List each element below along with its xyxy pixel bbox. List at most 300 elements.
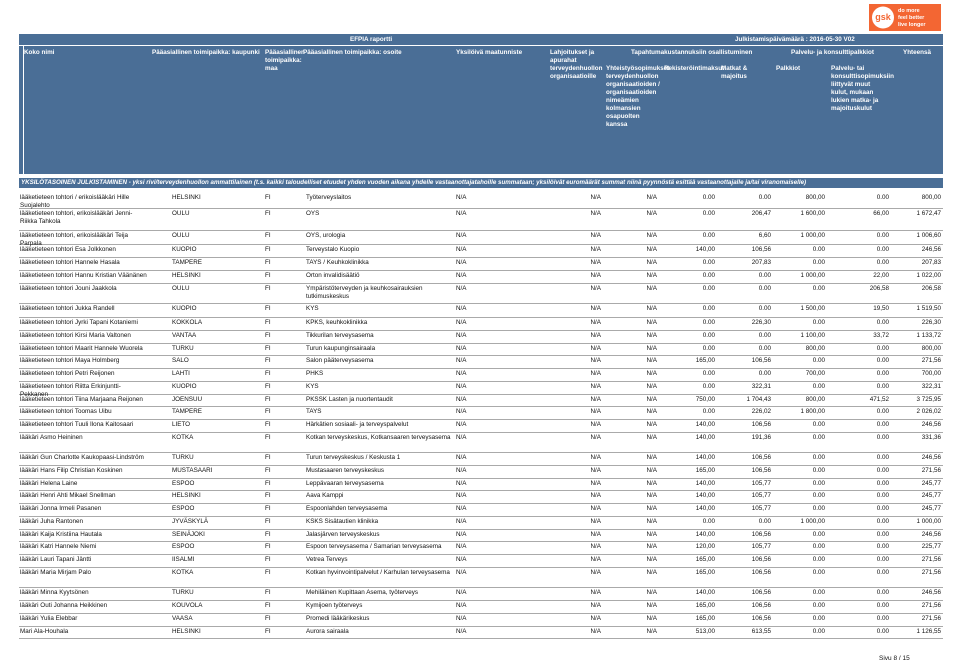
cell-reg: 140,00	[695, 531, 715, 538]
table-row	[19, 452, 943, 466]
cell-spo: N/A	[646, 531, 657, 538]
cell-spo: N/A	[646, 272, 657, 279]
cell-address: PHKS	[306, 370, 324, 377]
cell-rel: 19,50	[873, 305, 889, 312]
cell-trv: 106,56	[751, 602, 771, 609]
cell-name: lääketieteen tohtori Toomas Uibu	[20, 408, 112, 415]
cell-reg: 0.00	[702, 345, 715, 352]
cell-address: Terveystalo Kuopio	[306, 246, 360, 253]
cell-uid: N/A	[456, 602, 467, 609]
cell-trv: 106,56	[751, 569, 771, 576]
cell-name: lääkäri Katri Hannele Niemi	[20, 543, 97, 550]
cell-tot: 246,56	[921, 531, 941, 538]
cell-spo: N/A	[646, 556, 657, 563]
cell-trv: 106,56	[751, 467, 771, 474]
cell-uid: N/A	[456, 259, 467, 266]
cell-city: KOKKOLA	[172, 319, 203, 326]
cell-trv: 0.00	[758, 272, 771, 279]
cell-name: lääkäri Juha Rantonen	[20, 518, 84, 525]
cell-rel: 0.00	[876, 246, 889, 253]
cell-country: FI	[265, 602, 271, 609]
cell-spo: N/A	[646, 408, 657, 415]
cell-address: Turun kaupunginsairaala	[306, 345, 376, 352]
cell-address: Työterveyslaitos	[306, 194, 352, 201]
cell-reg: 165,00	[695, 357, 715, 364]
cell-rel: 0.00	[876, 434, 889, 441]
cell-address: Mustasaaren terveyskeskus	[306, 467, 385, 474]
cell-fee: 1 500,00	[800, 305, 825, 312]
header-h: H	[6, 83, 11, 90]
cell-country: FI	[265, 492, 271, 499]
cell-spo: N/A	[646, 210, 657, 217]
cell-fee: 0.00	[812, 454, 825, 461]
cell-fee: 0.00	[812, 602, 825, 609]
cell-address: Espoon terveysasema / Samarian terveysasema	[306, 543, 442, 550]
cell-fee: 800,00	[805, 345, 825, 352]
cell-spo: N/A	[646, 194, 657, 201]
cell-spo: N/A	[646, 259, 657, 266]
cell-spo: N/A	[646, 345, 657, 352]
cell-name: lääketieteen tohtori Jouni Jaakkola	[20, 285, 117, 292]
cell-reg: 140,00	[695, 492, 715, 499]
cell-uid: N/A	[456, 589, 467, 596]
cell-city: ESPOO	[172, 505, 195, 512]
cell-name: lääkäri Jonna Irmeli Pasanen	[20, 505, 102, 512]
table-row	[19, 257, 943, 271]
cell-city: OULU	[172, 210, 190, 217]
cell-tot: 3 725,95	[916, 396, 941, 403]
cell-country: FI	[265, 434, 271, 441]
cell-don: N/A	[590, 602, 601, 609]
cell-country: FI	[265, 556, 271, 563]
cell-reg: 0.00	[702, 319, 715, 326]
cell-uid: N/A	[456, 454, 467, 461]
cell-rel: 66,00	[873, 210, 889, 217]
cell-address: Ympäristöterveyden ja keuhkosairauksien tutkimuskeskus	[306, 285, 423, 300]
cell-fee: 0.00	[812, 628, 825, 635]
cell-fee: 0.00	[812, 434, 825, 441]
cell-address: Orton invalidisäätiö	[306, 272, 360, 279]
cell-trv: 106,56	[751, 454, 771, 461]
cell-trv: 106,56	[751, 246, 771, 253]
header-name: Koko nimi	[24, 49, 55, 56]
cell-don: N/A	[590, 246, 601, 253]
cell-fee: 0.00	[812, 569, 825, 576]
cell-address: Kymijoen työterveys	[306, 602, 363, 609]
cell-rel: 33,72	[873, 332, 889, 339]
cell-name: lääketieteen tohtori Kirsi Maria Valtonen	[20, 332, 131, 339]
cell-reg: 513,00	[695, 628, 715, 635]
cell-uid: N/A	[456, 232, 467, 239]
table-row	[19, 368, 943, 382]
cell-spo: N/A	[646, 232, 657, 239]
cell-uid: N/A	[456, 246, 467, 253]
cell-uid: N/A	[456, 492, 467, 499]
cell-reg: 120,00	[695, 543, 715, 550]
publication-date: Julkistamispäivämäärä : 2016-05-30 V02	[735, 36, 855, 43]
cell-name: lääkäri Henri Ahti Mikael Snellman	[20, 492, 116, 499]
header-total: Yhteensä	[903, 49, 931, 56]
cell-trv: 106,56	[751, 589, 771, 596]
cell-trv: 106,56	[751, 357, 771, 364]
cell-reg: 0.00	[702, 408, 715, 415]
cell-rel: 0.00	[876, 467, 889, 474]
cell-spo: N/A	[646, 569, 657, 576]
cell-address: Aava Kamppi	[306, 492, 344, 499]
cell-spo: N/A	[646, 543, 657, 550]
cell-reg: 165,00	[695, 569, 715, 576]
cell-fee: 0.00	[812, 556, 825, 563]
brand-tagline-3: live longer	[898, 22, 926, 28]
cell-reg: 165,00	[695, 615, 715, 622]
cell-don: N/A	[590, 332, 601, 339]
cell-spo: N/A	[646, 246, 657, 253]
cell-tot: 1 000,00	[916, 518, 941, 525]
cell-don: N/A	[590, 518, 601, 525]
cell-uid: N/A	[456, 285, 467, 292]
cell-don: N/A	[590, 194, 601, 201]
cell-city: HELSINKI	[172, 194, 201, 201]
cell-reg: 0.00	[702, 194, 715, 201]
cell-reg: 140,00	[695, 480, 715, 487]
cell-address: OYS, urologia	[306, 232, 346, 239]
cell-uid: N/A	[456, 383, 467, 390]
cell-uid: N/A	[456, 396, 467, 403]
cell-don: N/A	[590, 589, 601, 596]
cell-fee: 0.00	[812, 492, 825, 499]
cell-city: TURKU	[172, 454, 194, 461]
cell-tot: 1 133,72	[916, 332, 941, 339]
cell-city: JOENSUU	[172, 396, 203, 403]
table-row	[19, 406, 943, 420]
cell-address: PKSSK Lasten ja nuortentaudit	[306, 396, 393, 403]
cell-don: N/A	[590, 615, 601, 622]
cell-trv: 191,36	[751, 434, 771, 441]
cell-fee: 0.00	[812, 319, 825, 326]
cell-uid: N/A	[456, 421, 467, 428]
table-row	[19, 516, 943, 530]
table-row	[19, 283, 943, 304]
cell-city: KOTKA	[172, 569, 194, 576]
cell-rel: 0.00	[876, 543, 889, 550]
cell-rel: 0.00	[876, 454, 889, 461]
table-row	[19, 192, 943, 209]
cell-city: KOTKA	[172, 434, 194, 441]
cell-uid: N/A	[456, 305, 467, 312]
header-sponsorship: Yhteistyösopimukset terveydenhuollon organisaatioiden / organisaatioiden nimeämien kolmansien osapuolten kanssa	[606, 65, 670, 128]
cell-reg: 140,00	[695, 589, 715, 596]
cell-name: lääketieteen tohtori Tiina Marjaana Reijonen	[20, 396, 143, 403]
cell-trv: 0.00	[758, 370, 771, 377]
cell-city: VANTAA	[172, 332, 197, 339]
cell-city: SALO	[172, 357, 189, 364]
cell-uid: N/A	[456, 319, 467, 326]
cell-uid: N/A	[456, 518, 467, 525]
cell-spo: N/A	[646, 421, 657, 428]
cell-country: FI	[265, 543, 271, 550]
cell-address: Turun terveyskeskus / Keskusta 1	[306, 454, 401, 461]
cell-don: N/A	[590, 285, 601, 292]
cell-reg: 0.00	[702, 272, 715, 279]
cell-don: N/A	[590, 408, 601, 415]
cell-don: N/A	[590, 434, 601, 441]
cell-don: N/A	[590, 319, 601, 326]
header-donations: Lahjoitukset ja apurahat terveydenhuollon organisaatioille	[550, 49, 603, 80]
cell-reg: 0.00	[702, 259, 715, 266]
table-row	[19, 230, 943, 245]
cell-country: FI	[265, 285, 271, 292]
cell-rel: 0.00	[876, 370, 889, 377]
cell-address: Promedi lääkärikeskus	[306, 615, 370, 622]
cell-spo: N/A	[646, 589, 657, 596]
cell-uid: N/A	[456, 408, 467, 415]
cell-country: FI	[265, 615, 271, 622]
cell-fee: 0.00	[812, 589, 825, 596]
cell-country: FI	[265, 589, 271, 596]
cell-rel: 0.00	[876, 615, 889, 622]
cell-fee: 0.00	[812, 615, 825, 622]
header-travel: Matkat & majoitus	[721, 65, 748, 80]
cell-address: KPKS, keuhkoklinikka	[306, 319, 368, 326]
cell-tot: 271,56	[921, 615, 941, 622]
cell-don: N/A	[590, 259, 601, 266]
cell-fee: 0.00	[812, 246, 825, 253]
cell-tot: 271,56	[921, 569, 941, 576]
cell-tot: 246,56	[921, 246, 941, 253]
cell-reg: 140,00	[695, 421, 715, 428]
cell-don: N/A	[590, 492, 601, 499]
gsk-logo	[869, 4, 941, 31]
cell-country: FI	[265, 518, 271, 525]
cell-don: N/A	[590, 370, 601, 377]
cell-country: FI	[265, 357, 271, 364]
cell-name: lääkäri Outi Johanna Heikkinen	[20, 602, 108, 609]
cell-address: Espoonlahden terveysasema	[306, 505, 388, 512]
header-related: Palvelu- tai konsulttisopimuksiin liittyvät muut kulut, mukaan lukien matka- ja majoituskulut	[831, 65, 894, 112]
cell-city: TURKU	[172, 345, 194, 352]
table-row	[19, 244, 943, 258]
cell-fee: 0.00	[812, 357, 825, 364]
cell-fee: 800,00	[805, 396, 825, 403]
header-c: C	[6, 95, 11, 102]
cell-name: lääketieteen tohtori Maya Holmberg	[20, 357, 120, 364]
cell-reg: 140,00	[695, 454, 715, 461]
cell-spo: N/A	[646, 454, 657, 461]
page-number: Sivu 8 / 15	[879, 655, 910, 662]
table-row	[19, 317, 943, 331]
cell-fee: 0.00	[812, 259, 825, 266]
cell-city: LIETO	[172, 421, 191, 428]
cell-trv: 106,56	[751, 615, 771, 622]
cell-tot: 800,00	[921, 345, 941, 352]
cell-spo: N/A	[646, 305, 657, 312]
cell-name: lääketieteen tohtori Petri Reijonen	[20, 370, 115, 377]
cell-spo: N/A	[646, 628, 657, 635]
cell-don: N/A	[590, 232, 601, 239]
cell-country: FI	[265, 480, 271, 487]
cell-rel: 0.00	[876, 569, 889, 576]
cell-name: Mari Ala-Houhala	[20, 628, 69, 635]
cell-trv: 206,47	[751, 210, 771, 217]
cell-uid: N/A	[456, 345, 467, 352]
cell-city: MUSTASAARI	[172, 467, 213, 474]
cell-rel: 0.00	[876, 319, 889, 326]
cell-name: lääketieteen tohtori / erikoislääkäri Hille Suojalehto	[20, 194, 130, 209]
cell-spo: N/A	[646, 396, 657, 403]
cell-tot: 1 672,47	[916, 210, 941, 217]
cell-tot: 206,58	[921, 285, 941, 292]
cell-don: N/A	[590, 345, 601, 352]
cell-reg: 0.00	[702, 518, 715, 525]
cell-fee: 0.00	[812, 480, 825, 487]
cell-rel: 0.00	[876, 383, 889, 390]
cell-name: lääkäri Yulia Elebbar	[20, 615, 78, 622]
cell-don: N/A	[590, 569, 601, 576]
cell-reg: 0.00	[702, 383, 715, 390]
cell-fee: 1 600,00	[800, 210, 825, 217]
cell-reg: 165,00	[695, 602, 715, 609]
cell-rel: 0.00	[876, 357, 889, 364]
cell-trv: 1 704,43	[746, 396, 771, 403]
cell-tot: 331,36	[921, 434, 941, 441]
cell-rel: 0.00	[876, 345, 889, 352]
cell-reg: 140,00	[695, 434, 715, 441]
cell-spo: N/A	[646, 434, 657, 441]
table-row	[19, 541, 943, 555]
cell-country: FI	[265, 210, 271, 217]
cell-address: KYS	[306, 305, 319, 312]
cell-trv: 0.00	[758, 518, 771, 525]
cell-city: HELSINKI	[172, 628, 201, 635]
cell-country: FI	[265, 319, 271, 326]
cell-trv: 613,55	[751, 628, 771, 635]
section-title-text: YKSILÖTASOINEN JULKISTAMINEN - yksi rivi/terveydenhuollon ammattilainen (t.s. kaikki taloudelliset etuudet yhden vuoden aikana yhdelle vastaanottajatahoille summataan; yksilöivät euromäärät summat niinä pyynnöstä esittää vastaanottajalle ja/tai viranomaiselle)	[21, 179, 807, 186]
cell-name: lääketieteen tohtori Maarit Hannele Wuorela	[20, 345, 143, 352]
cell-reg: 140,00	[695, 505, 715, 512]
cell-address: Kotkan terveyskeskus, Kotkansaaren terveysasema	[306, 434, 451, 441]
cell-spo: N/A	[646, 357, 657, 364]
cell-city: KUOPIO	[172, 383, 197, 390]
cell-spo: N/A	[646, 602, 657, 609]
cell-address: Vetrea Terveys	[306, 556, 348, 563]
cell-uid: N/A	[456, 434, 467, 441]
cell-reg: 0.00	[702, 332, 715, 339]
cell-address: TAYS	[306, 408, 322, 415]
table-row	[19, 600, 943, 614]
cell-name: lääketieteen tohtori Hannele Hasala	[20, 259, 120, 266]
cell-tot: 1 006,60	[916, 232, 941, 239]
cell-name: lääketieteen tohtori Jyrki Tapani Kotaniemi	[20, 319, 138, 326]
cell-name: lääkäri Hans Filip Christian Koskinen	[20, 467, 123, 474]
cell-trv: 0.00	[758, 305, 771, 312]
cell-country: FI	[265, 628, 271, 635]
cell-city: OULU	[172, 285, 190, 292]
table-row	[19, 330, 943, 344]
cell-city: TAMPERE	[172, 408, 202, 415]
cell-city: JYVÄSKYLÄ	[172, 518, 209, 525]
cell-fee: 0.00	[812, 543, 825, 550]
table-row	[19, 503, 943, 517]
cell-address: Aurora sairaala	[306, 628, 349, 635]
cell-spo: N/A	[646, 518, 657, 525]
cell-spo: N/A	[646, 467, 657, 474]
cell-tot: 226,30	[921, 319, 941, 326]
cell-reg: 165,00	[695, 556, 715, 563]
cell-country: FI	[265, 569, 271, 576]
cell-country: FI	[265, 370, 271, 377]
cell-don: N/A	[590, 628, 601, 635]
cell-name: lääketieteen tohtori, erikoislääkäri Teija Parpala	[20, 232, 129, 247]
cell-reg: 0.00	[702, 285, 715, 292]
cell-address: Salon pääterveysasema	[306, 357, 374, 364]
cell-country: FI	[265, 194, 271, 201]
header-country: Pääasiallinen toimipaikka: maa	[265, 49, 305, 72]
cell-city: TAMPERE	[172, 259, 202, 266]
cell-name: lääkäri Minna Kyytsönen	[20, 589, 89, 596]
header-event-group: Tapahtumakustannuksiin osallistuminen	[631, 49, 753, 56]
cell-spo: N/A	[646, 492, 657, 499]
cell-tot: 246,56	[921, 421, 941, 428]
cell-spo: N/A	[646, 505, 657, 512]
cell-tot: 271,56	[921, 357, 941, 364]
cell-name: lääkäri Helena Laine	[20, 480, 78, 487]
cell-uid: N/A	[456, 543, 467, 550]
cell-city: VAASA	[172, 615, 193, 622]
table-row	[19, 355, 943, 369]
report-title: EFPIA raportti	[350, 36, 393, 43]
table-row	[19, 465, 943, 479]
report-top-bar	[19, 34, 943, 45]
header-fees: Palkkiot	[776, 65, 801, 72]
cell-fee: 1 100,00	[800, 332, 825, 339]
cell-rel: 206,58	[869, 285, 889, 292]
cell-reg: 750,00	[695, 396, 715, 403]
cell-don: N/A	[590, 421, 601, 428]
cell-fee: 0.00	[812, 531, 825, 538]
cell-trv: 0.00	[758, 194, 771, 201]
cell-uid: N/A	[456, 467, 467, 474]
cell-don: N/A	[590, 305, 601, 312]
cell-fee: 1 000,00	[800, 518, 825, 525]
cell-country: FI	[265, 232, 271, 239]
cell-address: Härkätien sosiaali- ja terveyspalvelut	[306, 421, 409, 428]
cell-name: lääkäri Gun Charlotte Kaukopaasi-Lindström	[20, 454, 144, 461]
cell-tot: 700,00	[921, 370, 941, 377]
cell-address: Jalasjärven terveyskeskus	[306, 531, 380, 538]
cell-address: KSKS Sisätautien klinikka	[306, 518, 379, 525]
cell-name: lääketieteen tohtori Jukka Randell	[20, 305, 115, 312]
cell-fee: 800,00	[805, 194, 825, 201]
cell-country: FI	[265, 383, 271, 390]
cell-city: HELSINKI	[172, 492, 201, 499]
table-row	[19, 554, 943, 568]
cell-tot: 207,83	[921, 259, 941, 266]
cell-rel: 0.00	[876, 259, 889, 266]
table-row	[19, 490, 943, 504]
cell-tot: 245,77	[921, 480, 941, 487]
cell-rel: 0.00	[876, 589, 889, 596]
cell-country: FI	[265, 421, 271, 428]
cell-reg: 0.00	[702, 210, 715, 217]
cell-reg: 165,00	[695, 467, 715, 474]
cell-name: lääketieteen tohtori Riitta Erkinjuntti-Pekkanen	[20, 383, 121, 398]
cell-trv: 105,77	[751, 505, 771, 512]
cell-trv: 0.00	[758, 285, 771, 292]
table-row	[19, 419, 943, 433]
cell-don: N/A	[590, 210, 601, 217]
cell-fee: 0.00	[812, 467, 825, 474]
brand-name: gsk	[875, 12, 891, 22]
